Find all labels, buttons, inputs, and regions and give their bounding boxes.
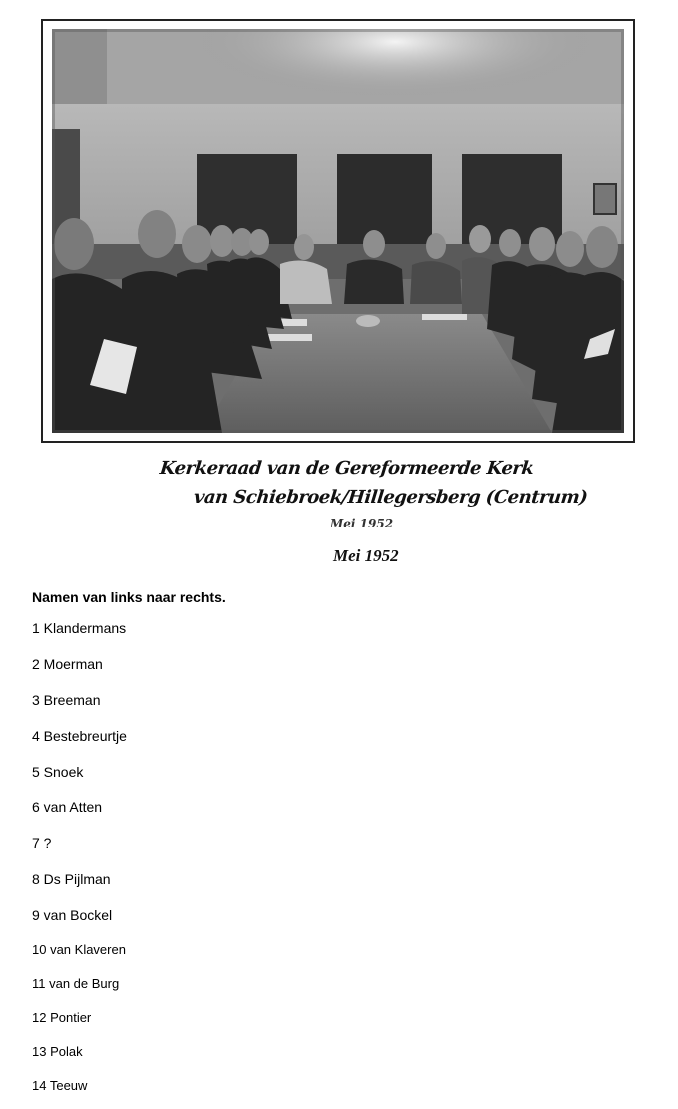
photo-date: Mei 1952 bbox=[333, 546, 399, 565]
list-item: 8 Ds Pijlman bbox=[32, 871, 111, 887]
caption-line-2: van Schiebroek/Hillegersberg (Centrum) bbox=[192, 487, 589, 508]
list-item: 13 Polak bbox=[32, 1044, 83, 1059]
list-item: 4 Bestebreurtje bbox=[32, 728, 127, 744]
list-item: 10 van Klaveren bbox=[32, 942, 126, 957]
list-item: 11 van de Burg bbox=[32, 976, 120, 991]
list-item: 12 Pontier bbox=[32, 1010, 92, 1025]
list-item: 2 Moerman bbox=[32, 656, 103, 672]
list-item: 1 Klandermans bbox=[32, 620, 127, 636]
list-item: 3 Breeman bbox=[32, 692, 101, 708]
caption-line-1: Kerkeraad van de Gereformeerde Kerk bbox=[158, 458, 535, 479]
list-item: 6 van Atten bbox=[32, 799, 103, 815]
photo-frame bbox=[41, 19, 635, 443]
group-photo-icon bbox=[52, 29, 624, 433]
caption-line-3: Mei 1952 bbox=[330, 517, 394, 527]
list-item: 7 ? bbox=[32, 835, 52, 851]
list-item: 14 Teeuw bbox=[32, 1078, 88, 1093]
list-item: 9 van Bockel bbox=[32, 907, 113, 923]
list-item: 5 Snoek bbox=[32, 764, 84, 780]
names-heading: Namen van links naar rechts. bbox=[32, 589, 226, 605]
group-photo bbox=[52, 29, 624, 433]
